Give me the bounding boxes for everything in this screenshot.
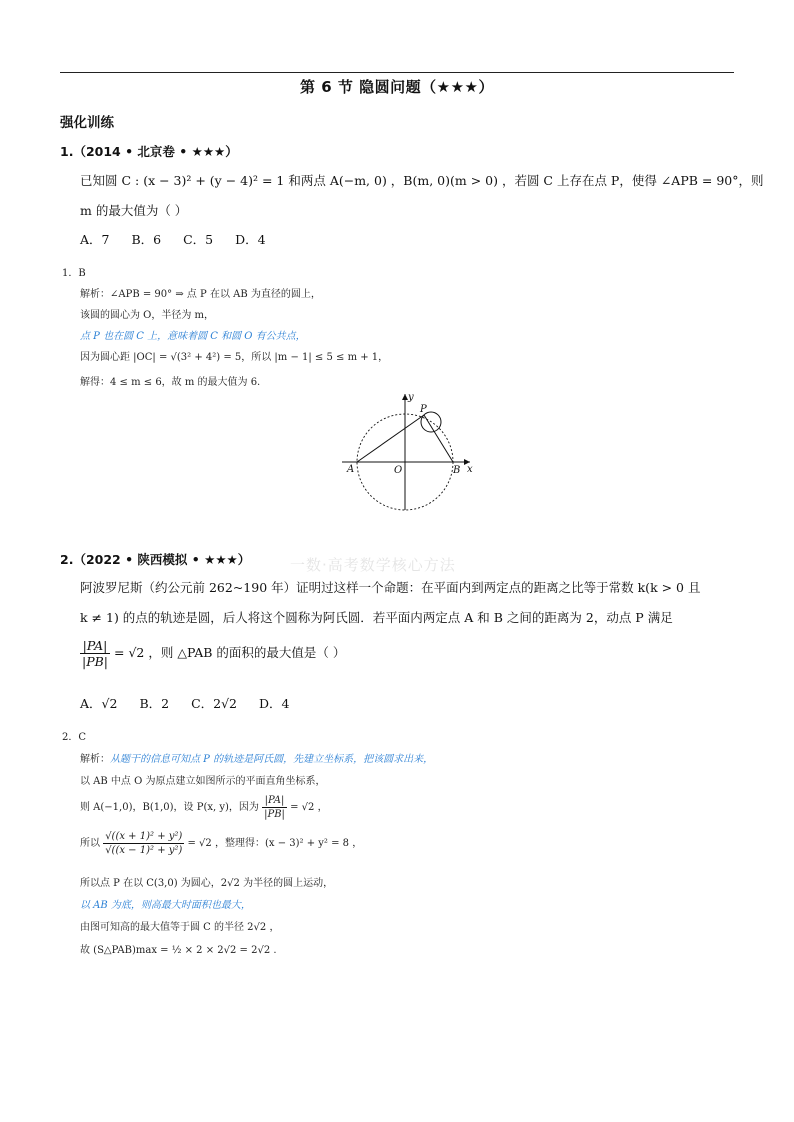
header-rule [60, 72, 734, 73]
q2-ratio-denominator: |PB| [82, 654, 109, 669]
label-o: O [394, 465, 403, 476]
a1-line1: 解析：∠APB = 90° ⇒ 点 P 在以 AB 为直径的圆上， [80, 289, 321, 300]
a2-line1-note: 从题干的信息可知点 P 的轨迹是阿氏圆，先建立坐标系，把该圆求出来， [110, 754, 434, 765]
label-a: A [347, 464, 355, 475]
a2-line3-tail: = √2 ， [290, 802, 328, 813]
segment-pb [424, 415, 453, 462]
a2-line4-denominator: √((x − 1)² + y²) [105, 845, 183, 856]
a2-line1 [80, 750, 433, 765]
q2-stem-line3-text: = √2 ，则 △PAB 的面积的最大值是（ ） [114, 645, 346, 660]
a2-line3-fraction [262, 794, 287, 821]
a2-line4-text: 所以 [80, 838, 100, 849]
a2-line7: 由图可知高的最大值等于圆 C 的半径 2√2 ， [80, 922, 280, 933]
q2-choices [80, 694, 307, 712]
a1-line4: 因为圆心距 |OC| = √(3² + 4²) = 5，所以 |m − 1| ≤ 5 ≤ m + 1， [80, 352, 389, 363]
label-y: y [408, 392, 414, 403]
a1-line5: 解得：4 ≤ m ≤ 6，故 m 的最大值为 6. [80, 377, 261, 388]
segment-ap [357, 415, 424, 462]
watermark: 一数·高考数学核心方法 [290, 556, 456, 574]
a1-figure [336, 388, 476, 513]
a1-line3-note: 点 P 也在圆 C 上，意味着圆 C 和圆 O 有公共点， [80, 331, 306, 342]
q1-choice-b: B．6 [131, 232, 162, 247]
a2-line3 [80, 794, 328, 821]
a2-line4 [80, 830, 362, 857]
q2-stem-line1: 阿波罗尼斯（约公元前 262~190 年）证明过这样一个命题：在平面内到两定点的距离之比等于常数 k(k > 0 且 [80, 580, 701, 595]
q2-choice-d: D．4 [258, 696, 290, 711]
a2-line4-fraction [103, 830, 184, 857]
q1-choice-c: C．5 [183, 232, 214, 247]
q2-stem-line2: k ≠ 1) 的点的轨迹是圆，后人将这个圆称为阿氏圆．若平面内两定点 A 和 B 之间的距离为 2，动点 P 满足 [80, 610, 673, 625]
q1-choice-a: A．7 [80, 232, 110, 247]
q2-ratio-fraction [80, 638, 110, 669]
q1-stem-line2: m 的最大值为（ ） [80, 203, 188, 218]
section-heading: 强化训练 [60, 115, 114, 131]
q2-stem-line3 [80, 638, 345, 669]
a2-line3-denominator: |PB| [264, 809, 285, 820]
a2-line3-numerator: |PA| [262, 794, 287, 808]
q2-choice-b: B．2 [139, 696, 170, 711]
q2-ratio-numerator: |PA| [80, 638, 110, 654]
q1-choice-d: D．4 [235, 232, 266, 247]
q1-choices [80, 230, 284, 248]
page-title: 第 6 节 隐圆问题（★★★） [300, 78, 494, 96]
a2-line8: 故 (S△PAB)max = ½ × 2 × 2√2 = 2√2 . [80, 945, 277, 956]
a2-line3-text: 则 A(−1,0)，B(1,0)，设 P(x, y)，因为 [80, 802, 259, 813]
a1-line2: 该圆的圆心为 O，半径为 m， [80, 310, 215, 321]
q2-choice-a: A．√2 [80, 696, 118, 711]
a2-line2: 以 AB 中点 O 为原点建立如图所示的平面直角坐标系， [80, 776, 326, 787]
a1-answer: 1．B [62, 268, 86, 279]
label-b: B [453, 465, 461, 476]
label-p: P [420, 404, 427, 415]
label-x: x [467, 464, 473, 475]
a2-line4-numerator: √((x + 1)² + y²) [105, 831, 183, 842]
a2-line4-tail: = √2 ，整理得：(x − 3)² + y² = 8 ， [187, 838, 363, 849]
q2-choice-c: C．2√2 [191, 696, 237, 711]
a2-line5: 所以点 P 在以 C(3,0) 为圆心，2√2 为半径的圆上运动， [80, 878, 334, 889]
a2-line6-note: 以 AB 为底，则高最大时面积也最大， [80, 900, 251, 911]
a2-line1-prefix: 解析： [80, 754, 110, 765]
a2-answer: 2．C [62, 732, 87, 743]
q1-stem-line1: 已知圆 C : (x − 3)² + (y − 4)² = 1 和两点 A(−m, 0) ，B(m, 0)(m > 0) ，若圆 C 上存在点 P，使得 ∠APB = 90°，则 [80, 173, 764, 188]
q2-heading: 2.（2022 • 陕西模拟 • ★★★） [60, 552, 251, 567]
q1-heading: 1.（2014 • 北京卷 • ★★★） [60, 144, 238, 159]
